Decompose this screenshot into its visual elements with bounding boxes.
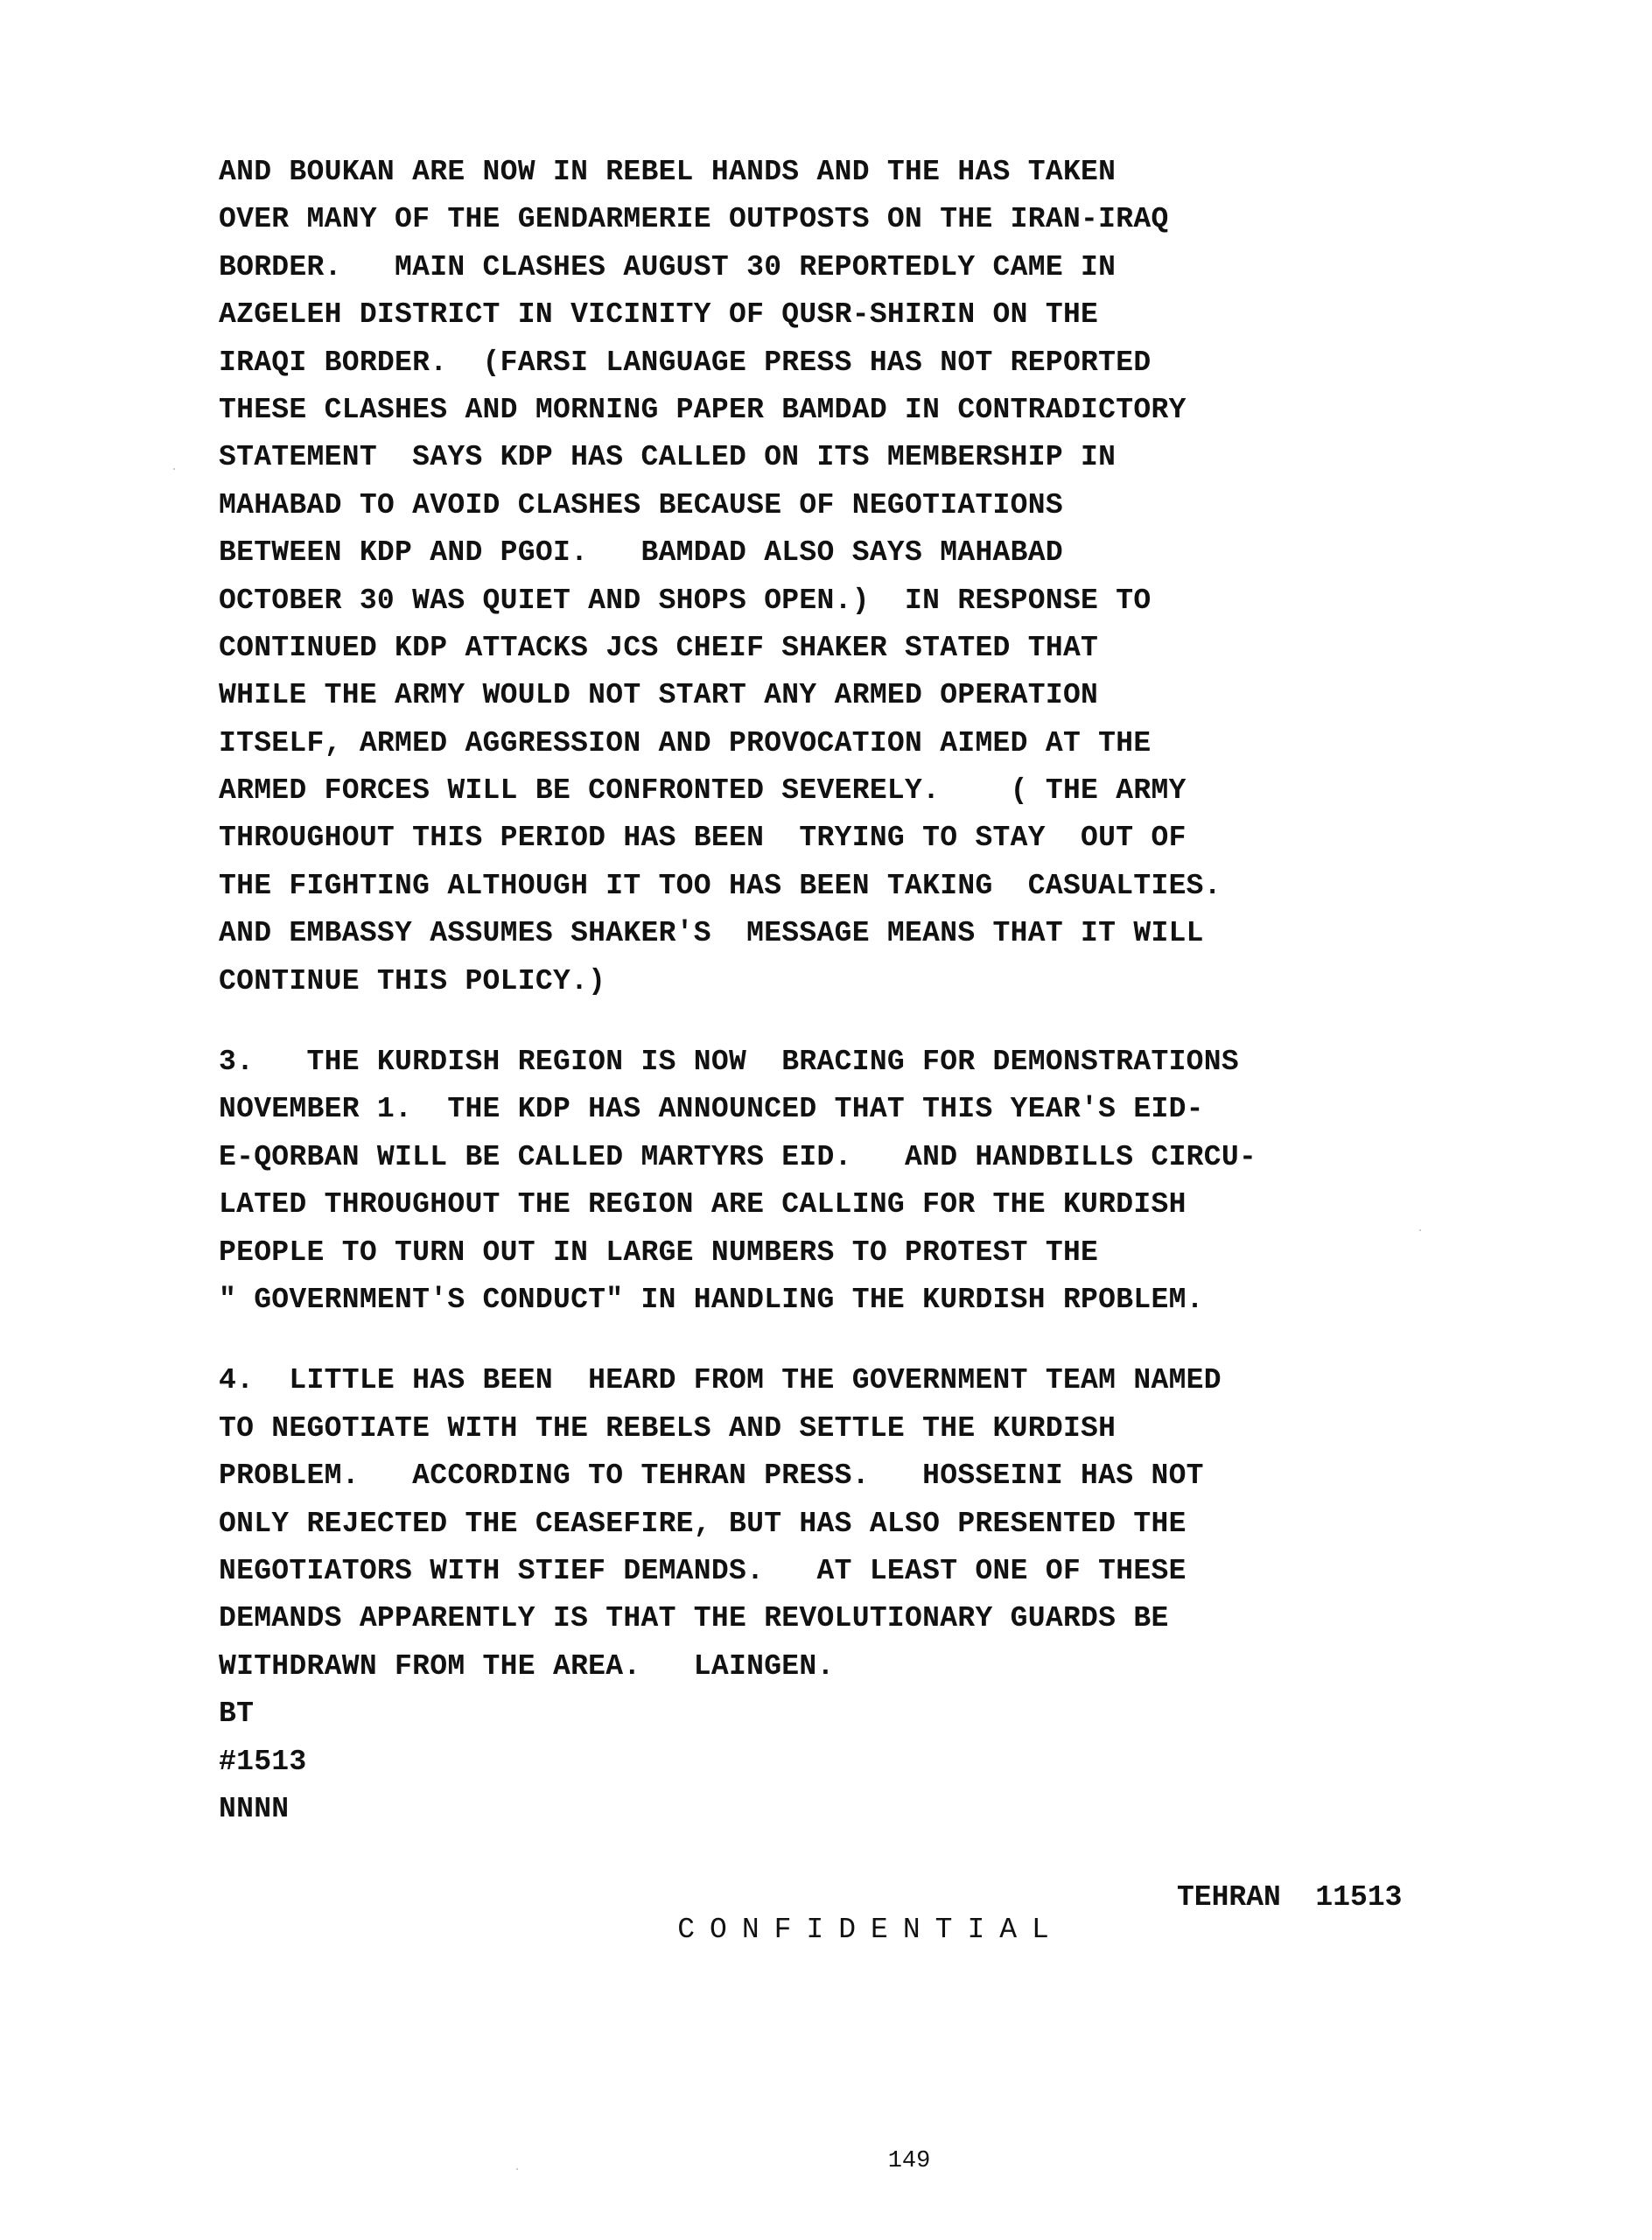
text-line: ITSELF, ARMED AGGRESSION AND PROVOCATION AIMED AT THE — [219, 726, 1152, 760]
text-line: DEMANDS APPARENTLY IS THAT THE REVOLUTIONARY GUARDS BE — [219, 1602, 1169, 1635]
paragraph-3 — [219, 1039, 1575, 1324]
text-line: OCTOBER 30 WAS QUIET AND SHOPS OPEN.) IN RESPONSE TO — [219, 584, 1152, 617]
text-line: AND BOUKAN ARE NOW IN REBEL HANDS AND THE HAS TAKEN — [219, 156, 1116, 188]
cable-reference: TEHRAN 11513 — [1177, 1881, 1403, 1914]
text-line: MAHABAD TO AVOID CLASHES BECAUSE OF NEGOTIATIONS — [219, 488, 1063, 522]
text-line: 3. THE KURDISH REGION IS NOW BRACING FOR DEMONSTRATIONS — [219, 1046, 1239, 1079]
paragraph-4 — [219, 1357, 1575, 1833]
text-line: THE FIGHTING ALTHOUGH IT TOO HAS BEEN TAKING CASUALTIES. — [219, 869, 1222, 902]
text-line: THROUGHOUT THIS PERIOD HAS BEEN TRYING TO STAY OUT OF — [219, 822, 1186, 855]
text-line: WITHDRAWN FROM THE AREA. LAINGEN. — [219, 1649, 835, 1683]
text-line: CONTINUE THIS POLICY.) — [219, 964, 606, 998]
text-line: BETWEEN KDP AND PGOI. BAMDAD ALSO SAYS MAHABAD — [219, 536, 1063, 570]
text-line: PEOPLE TO TURN OUT IN LARGE NUMBERS TO PROTEST THE — [219, 1236, 1099, 1269]
text-line: CONTINUED KDP ATTACKS JCS CHEIF SHAKER STATED THAT — [219, 631, 1099, 664]
page-number: 149 — [887, 2148, 931, 2174]
paragraph-gap — [219, 1324, 1575, 1357]
end-marker-nnnn: NNNN — [219, 1792, 290, 1825]
classification-label: CONFIDENTIAL — [677, 1914, 1064, 1946]
text-line: LATED THROUGHOUT THE REGION ARE CALLING FOR THE KURDISH — [219, 1188, 1186, 1222]
paragraph-gap — [219, 1005, 1575, 1039]
text-line: STATEMENT SAYS KDP HAS CALLED ON ITS MEMBERSHIP IN — [219, 441, 1116, 474]
text-line: PROBLEM. ACCORDING TO TEHRAN PRESS. HOSSEINI HAS NOT — [219, 1460, 1204, 1493]
text-line: AZGELEH DISTRICT IN VICINITY OF QUSR-SHIRIN ON THE — [219, 298, 1099, 332]
text-line: THESE CLASHES AND MORNING PAPER BAMDAD IN CONTRADICTORY — [219, 393, 1186, 426]
text-line: ONLY REJECTED THE CEASEFIRE, BUT HAS ALSO PRESENTED THE — [219, 1507, 1186, 1540]
text-line: WHILE THE ARMY WOULD NOT START ANY ARMED OPERATION — [219, 679, 1099, 712]
text-line: NEGOTIATORS WITH STIEF DEMANDS. AT LEAST ONE OF THESE — [219, 1554, 1186, 1587]
text-line: BORDER. MAIN CLASHES AUGUST 30 REPORTEDLY CAME IN — [219, 250, 1116, 284]
text-line: E-QORBAN WILL BE CALLED MARTYRS EID. AND HANDBILLS CIRCU- — [219, 1140, 1257, 1173]
text-line: OVER MANY OF THE GENDARMERIE OUTPOSTS ON THE IRAN-IRAQ — [219, 203, 1169, 236]
text-line: AND EMBASSY ASSUMES SHAKER'S MESSAGE MEANS THAT IT WILL — [219, 917, 1204, 950]
text-line: " GOVERNMENT'S CONDUCT" IN HANDLING THE KURDISH RPOBLEM. — [219, 1283, 1204, 1316]
scan-speck — [173, 468, 175, 470]
paragraph-2-continuation — [219, 149, 1575, 1005]
text-line: 4. LITTLE HAS BEEN HEARD FROM THE GOVERNMENT TEAM NAMED — [219, 1364, 1222, 1397]
text-line: IRAQI BORDER. (FARSI LANGUAGE PRESS HAS NOT REPORTED — [219, 346, 1152, 379]
cable-body — [219, 149, 1575, 1833]
message-number: #1513 — [219, 1745, 307, 1778]
text-line: NOVEMBER 1. THE KDP HAS ANNOUNCED THAT THIS YEAR'S EID- — [219, 1093, 1204, 1126]
text-line: TO NEGOTIATE WITH THE REBELS AND SETTLE THE KURDISH — [219, 1411, 1116, 1445]
classification-footer — [608, 1881, 1064, 1978]
end-marker-bt: BT — [219, 1698, 255, 1731]
text-line: ARMED FORCES WILL BE CONFRONTED SEVERELY. ( THE ARMY — [219, 774, 1186, 808]
